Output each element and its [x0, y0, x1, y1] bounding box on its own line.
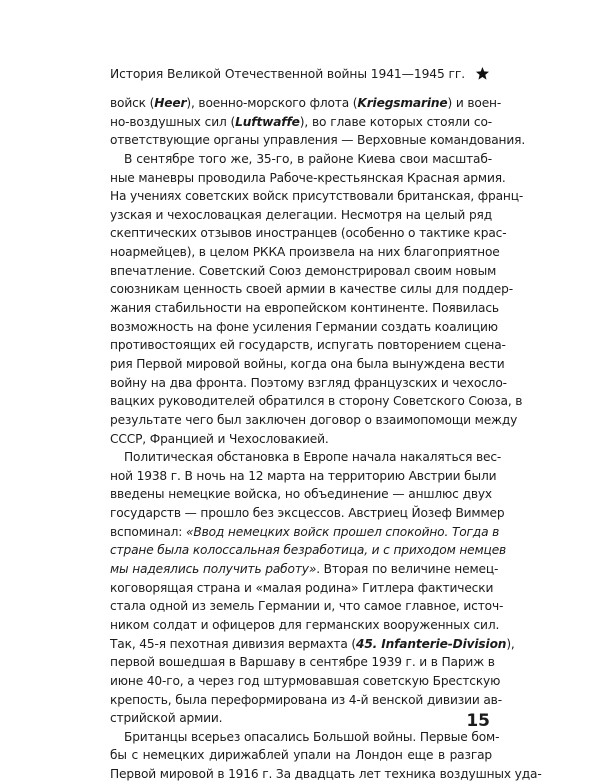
- text-run: июне 40-го, а через год штурмовавшая советскую Брестскую: [110, 673, 501, 688]
- text-line: [110, 746, 492, 765]
- running-header: [110, 66, 490, 81]
- page-number: 15: [466, 711, 490, 731]
- text-line: [110, 113, 492, 132]
- text-run: ной 1938 г. В ночь на 12 марта на территорию Австрии были: [110, 468, 497, 483]
- text-run: противостоящих ей государств, испугать повторением сцена-: [110, 338, 506, 353]
- text-run: впечатление. Советский Союз демонстрировал своим новым: [110, 263, 497, 278]
- text-run: ные маневры проводила Рабоче-крестьянская Красная армия.: [110, 170, 506, 185]
- text-run: скептических отзывов иностранцев (особенно о тактике крас-: [110, 226, 507, 241]
- text-run: Так, 45-я пехотная дивизия вермахта (: [110, 636, 357, 651]
- text-line: [110, 94, 502, 113]
- text-line: [110, 131, 526, 150]
- text-run: жания стабильности на европейском континенте. Появилась: [110, 301, 499, 316]
- text-line: [110, 653, 495, 672]
- text-run: но-воздушных сил (: [110, 114, 236, 129]
- text-run: Первой мировой в 1916 г. За двадцать лет техника воздушных уда-: [110, 767, 542, 782]
- text-run: В сентябре того же, 35-го, в районе Киева свои масштаб-: [124, 151, 492, 166]
- text-line: [110, 560, 499, 579]
- quotation-text: «Ввод немецких войск прошел спокойно. Тогда в: [185, 524, 500, 539]
- text-run: . Вторая по величине немец-: [316, 562, 499, 577]
- star-icon: [475, 66, 490, 81]
- text-run: Политическая обстановка в Европе начала накаляться вес-: [124, 450, 502, 465]
- text-line: [110, 467, 497, 486]
- text-run: стала одной из земель Германии и, что самое главное, источ-: [110, 599, 504, 614]
- text-run: первой вошедшая в Варшаву в сентябре 1939 г. и в Париж в: [110, 655, 495, 670]
- text-line: [110, 336, 506, 355]
- text-line: [110, 355, 505, 374]
- foreign-term: Heer: [154, 96, 187, 110]
- text-line: [110, 392, 523, 411]
- text-line: [110, 672, 501, 691]
- text-run: ноармейцев), в целом РККА произвела на них благоприятное: [110, 245, 500, 260]
- foreign-term: 45. Infanterie-Division: [356, 636, 507, 651]
- text-line: [110, 262, 497, 281]
- text-line: [110, 448, 502, 467]
- foreign-term: Luftwaffe: [235, 114, 300, 129]
- text-line: [110, 765, 542, 784]
- text-run: узская и чехословацкая делегации. Несмотря на целый ряд: [110, 207, 492, 222]
- text-line: [110, 597, 504, 616]
- text-run: возможность на фоне усиления Германии создать коалицию: [110, 319, 498, 334]
- text-line: [110, 243, 500, 262]
- text-line: [110, 709, 492, 728]
- text-line: [110, 541, 507, 560]
- text-run: бы с немецких дирижаблей упали на Лондон еще в разгар: [110, 748, 492, 763]
- text-run: рия Первой мировой войны, когда она была вынуждена вести: [110, 356, 505, 371]
- text-line: [110, 523, 500, 542]
- text-line: [110, 579, 492, 598]
- text-line: [110, 635, 515, 654]
- body-text: [110, 94, 542, 784]
- text-run: введены немецкие войска, но объединение — аншлюс двух: [110, 487, 492, 502]
- text-run: крепость, была переформирована из 4-й венской дивизии ав-: [110, 692, 502, 707]
- text-line: [110, 616, 500, 635]
- text-line: [110, 206, 492, 225]
- text-run: союзникам ценность своей армии в качестве силы для поддер-: [110, 282, 513, 297]
- running-title: История Великой Отечественной войны 1941—1945 гг.: [110, 66, 466, 81]
- text-line: [110, 411, 518, 430]
- text-line: [110, 374, 507, 393]
- text-run: стрийской армии.: [110, 711, 223, 726]
- text-run: государств — прошло без эксцессов. Австриец Йозеф Виммер: [110, 506, 505, 521]
- text-run: Британцы всерьез опасались Большой войны. Первые бом-: [124, 729, 500, 744]
- text-line: [110, 504, 505, 523]
- text-run: коговорящая страна и «малая родина» Гитлера фактически: [110, 580, 494, 595]
- text-run: войну на два фронта. Поэтому взгляд французских и чехосло-: [110, 375, 507, 390]
- text-run: ),: [506, 636, 515, 651]
- text-line: [110, 280, 513, 299]
- text-line: [110, 430, 492, 449]
- text-line: [110, 169, 506, 188]
- quotation-text: стране была колоссальная безработица, и с приходом немцев: [110, 543, 507, 558]
- text-run: ответствующие органы управления — Верховные командования.: [110, 133, 526, 148]
- text-line: [110, 224, 507, 243]
- text-run: ), военно-морского флота (: [186, 96, 358, 110]
- text-line: [110, 691, 502, 710]
- text-run: вацких руководителей обратился в сторону Советского Союза, в: [110, 394, 523, 409]
- text-line: [110, 728, 500, 747]
- text-run: ), во главе которых стояли со-: [299, 114, 492, 129]
- text-line: [110, 318, 498, 337]
- text-run: войск (: [110, 96, 155, 110]
- quotation-text: мы надеялись получить работу»: [110, 562, 317, 577]
- foreign-term: Kriegsmarine: [357, 96, 448, 110]
- text-line: [110, 150, 492, 169]
- text-run: ) и воен-: [447, 96, 502, 110]
- text-run: результате чего был заключен договор о взаимопомощи между: [110, 412, 518, 427]
- text-line: [110, 299, 499, 318]
- text-run: ником солдат и офицеров для германских вооруженных сил.: [110, 617, 500, 632]
- text-line: [110, 187, 524, 206]
- text-line: [110, 485, 492, 504]
- text-run: На учениях советских войск присутствовали британская, франц-: [110, 189, 524, 204]
- text-run: СССР, Францией и Чехословакией.: [110, 431, 329, 446]
- text-run: вспоминал:: [110, 524, 186, 539]
